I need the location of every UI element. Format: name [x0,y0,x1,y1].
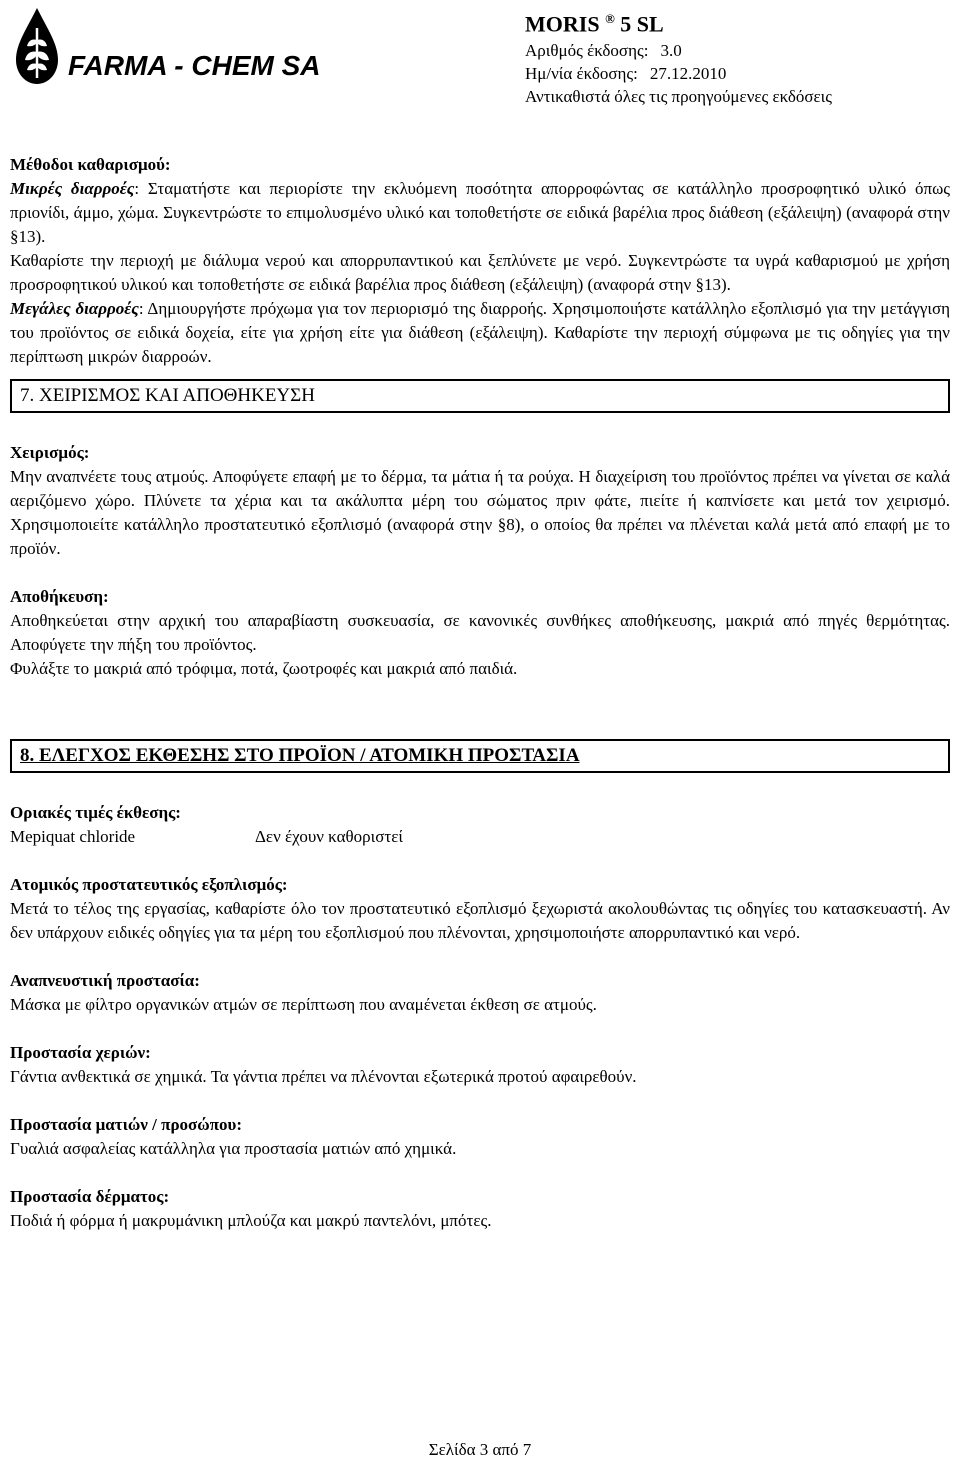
eye-protection-text: Γυαλιά ασφαλείας κατάλληλα για προστασία ματιών από χημικά. [10,1139,457,1158]
storage-text: Αποθηκεύεται στην αρχική του απαραβίαστη συσκευασία, σε κανονικές συνθήκες αποθήκευσης, μακριά από πηγές θερμότητας. Αποφύγετε την πήξη του προϊόντος. [10,611,950,654]
large-spills-label: Μεγάλες διαρροές [10,299,139,318]
small-spills-text: : Σταματήστε και περιορίστε την εκλυόμενη ποσότητα απορροφώντας σε κατάλληλο προσροφητικό υλικό όπως πριονίδι, άμμο, χώμα. Συγκεντρώστε το επιμολυσμένο υλικό και τοποθετήστε σε ειδικά βαρέλια προς διάθεση (εξάλειψη) (αναφορά στην §13). [10,179,950,246]
small-spills-label: Μικρές διαρροές [10,179,135,198]
respiratory-heading: Αναπνευστική προστασία: [10,971,200,990]
ppe-text: Μετά το τέλος της εργασίας, καθαρίστε όλο τον προστατευτικό εξοπλισμό ξεχωριστά ακολουθώντας τις οδηγίες του κατασκευαστή. Αν δεν υπάρχουν ειδικές οδηγίες για τα μέρη του εξοπλισμού που πλένονται, χρησιμοποιήστε απορρυπαντικό και νερό. [10,899,950,942]
exposure-limits-heading: Οριακές τιμές έκθεσης: [10,803,181,822]
storage-heading: Αποθήκευση: [10,587,109,606]
wheat-drop-icon [12,6,62,86]
company-name: FARMA - CHEM SA [68,50,321,81]
product-title [525,4,955,39]
hand-protection-text: Γάντια ανθεκτικά σε χημικά. Τα γάντια πρέπει να πλένονται εξωτερικά προτού αφαιρεθούν. [10,1067,637,1086]
supersedes-note: Αντικαθιστά όλες τις προηγούμενες εκδόσεις [525,87,832,107]
skin-protection-heading: Προστασία δέρματος: [10,1187,170,1206]
ppe-heading: Ατομικός προστατευτικός εξοπλισμός: [10,875,288,894]
section-8-title: 8. ΕΛΕΓΧΟΣ ΕΚΘΕΣΗΣ ΣΤΟ ΠΡΟΪΟΝ / ΑΤΟΜΙΚΗ ΠΡΟΣΤΑΣΙΑ [10,739,950,773]
small-spills-cleanup: Καθαρίστε την περιοχή με διάλυμα νερού και απορρυπαντικού και ξεπλύνετε με νερό. Συγκεντρώστε τα υγρά καθαρισμού με χρήση προσροφητικού υλικού και τοποθετήστε σε ειδικά βαρέλια προς διάθεση (εξάλειψη) (αναφορά στην §13). [10,251,950,294]
handling-text: Μην αναπνέετε τους ατμούς. Αποφύγετε επαφή με το δέρμα, τα μάτια ή τα ρούχα. Η διαχείριση του προϊόντος πρέπει να γίνεται σε καλά αεριζόμενο χώρο. Πλύνετε τα χέρια και τα ακάλυπτα μέρη του σώματος πριν φάτε, πιείτε ή καπνίσετε και μετά τον χειρισμό. Χρησιμοποιείτε κατάλληλο προστατευτικό εξοπλισμό (αναφορά στην §8), ο οποίος θα πρέπει να πλένεται καλά μετά από επαφή με το προϊόν. [10,467,950,558]
date-label: Ημ/νία έκδοσης: [525,64,638,84]
document-body [10,153,950,1233]
date-value: 27.12.2010 [649,64,727,84]
limit-value: Δεν έχουν καθοριστεί [255,827,403,846]
registered-mark: ® [605,11,615,26]
product-formulation: 5 SL [620,11,664,37]
product-name: MORIS [525,11,600,37]
exposure-limits-row [10,825,950,849]
skin-protection-text: Ποδιά ή φόρμα ή μακρυμάνικη μπλούζα και μακρύ παντελόνι, μπότες. [10,1211,492,1230]
handling-heading: Χειρισμός: [10,443,90,462]
hand-protection-heading: Προστασία χεριών: [10,1043,151,1062]
version-line [525,39,955,62]
date-line [525,62,955,85]
eye-protection-heading: Προστασία ματιών / προσώπου: [10,1115,243,1134]
storage-text-2: Φυλάξτε το μακριά από τρόφιμα, ποτά, ζωοτροφές και μακριά από παιδιά. [10,659,518,678]
page-header [0,0,960,140]
document-info [525,4,955,108]
respiratory-text: Μάσκα με φίλτρο οργανικών ατμών σε περίπτωση που αναμένεται έκθεση σε ατμούς. [10,995,597,1014]
page-number: Σελίδα 3 από 7 [428,1440,532,1459]
substance-name: Mepiquat chloride [10,827,136,846]
version-value: 3.0 [660,41,682,61]
version-label: Αριθμός έκδοσης: [525,41,649,61]
company-logo [12,6,342,86]
cleaning-heading: Μέθοδοι καθαρισμού: [10,155,171,174]
section-7-title: 7. ΧΕΙΡΙΣΜΟΣ ΚΑΙ ΑΠΟΘΗΚΕΥΣΗ [10,379,950,413]
large-spills-paragraph [10,297,950,369]
small-spills-paragraph [10,177,950,249]
large-spills-text: : Δημιουργήστε πρόχωμα για τον περιορισμό της διαρροής. Χρησιμοποιήστε κατάλληλο εξοπλισμό για την μετάγγιση του προϊόντος σε ειδικά δοχεία, είτε για χρήση είτε για διάθεση (εξάλειψη). Καθαρίστε την περιοχή σύμφωνα με τις οδηγίες για την περίπτωση μικρών διαρροών. [10,299,950,366]
